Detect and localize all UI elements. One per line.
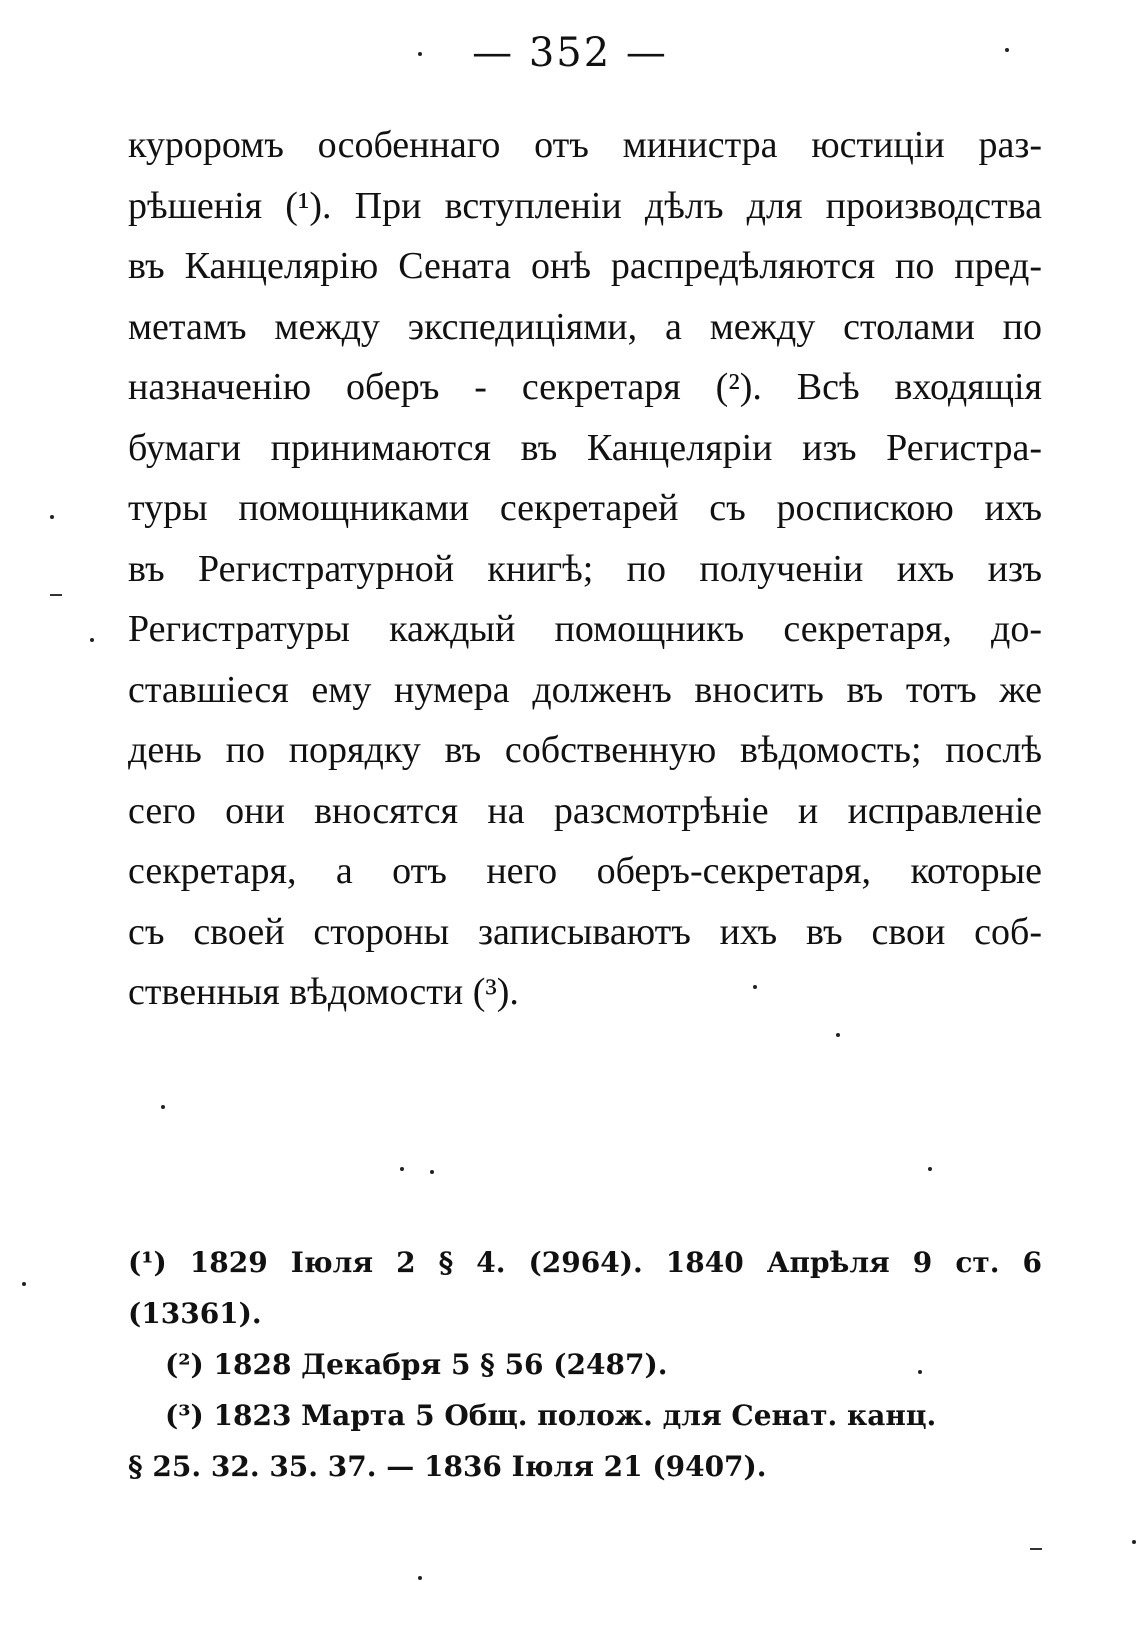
text-line: сего они вносятся на разсмотрѣніе и исправленіе (128, 789, 1042, 832)
text-line: назначенію оберъ - секретаря (²). Всѣ входящія (128, 366, 1042, 408)
scan-speck (928, 1167, 932, 1171)
text-line: ставшіеся ему нумера долженъ вносить въ тотъ же (128, 668, 1042, 711)
text-line: метамъ между экспедиціями, а между столами по (128, 305, 1042, 348)
scan-speck (836, 1033, 840, 1037)
scan-speck (918, 1370, 922, 1374)
text-line: Регистратуры каждый помощникъ секретаря, до- (128, 608, 1042, 650)
scan-mark (50, 594, 62, 596)
footnote-3: (³) 1823 Марта 5 Общ. полож. для Сенат. канц. (165, 1399, 937, 1432)
scan-speck (418, 52, 422, 56)
text-line: ственныя вѣдомости (³). (128, 971, 519, 1013)
text-line: въ Регистратурной книгѣ; по полученіи ихъ изъ (128, 547, 1042, 590)
text-line: съ своей стороны записываютъ ихъ въ свои соб- (128, 910, 1042, 953)
scan-speck (1005, 48, 1009, 52)
text-line: въ Канцелярію Сената онѣ распредѣляются по пред- (128, 245, 1042, 287)
text-line: день по порядку въ собственную вѣдомость; послѣ (128, 729, 1042, 771)
footnotes (128, 1237, 1042, 1492)
scan-speck (50, 515, 54, 519)
scan-speck (430, 1170, 434, 1174)
scan-mark (1030, 1548, 1042, 1550)
scan-speck (90, 638, 94, 642)
footnote-3-continuation: § 25. 32. 35. 37. — 1836 Іюля 21 (9407). (128, 1450, 767, 1483)
footnote-1-continuation: (13361). (128, 1297, 262, 1330)
page-number: — 352 — (472, 30, 668, 76)
text-line: бумаги принимаются въ Канцеляріи изъ Регистра- (128, 426, 1042, 469)
footnote-1: (¹) 1829 Іюля 2 § 4. (2964). 1840 Апрѣля 9 ст. 6 (128, 1246, 1042, 1279)
text-line: секретаря, а отъ него оберъ-секретаря, которые (128, 850, 1042, 892)
body-paragraph (128, 115, 1042, 1023)
scan-speck (161, 1105, 165, 1109)
scan-speck (22, 1282, 26, 1286)
scan-speck (418, 1576, 422, 1580)
scan-speck (1132, 1540, 1136, 1544)
text-line: туры помощниками секретарей съ роспискою ихъ (128, 487, 1042, 529)
scan-speck (400, 1167, 404, 1171)
footnote-2: (²) 1828 Декабря 5 § 56 (2487). (165, 1348, 668, 1381)
text-line: куроромъ особеннаго отъ министра юстиціи раз- (128, 124, 1042, 166)
text-line: рѣшенія (¹). При вступленіи дѣлъ для производства (128, 184, 1042, 227)
scan-speck (753, 985, 757, 989)
